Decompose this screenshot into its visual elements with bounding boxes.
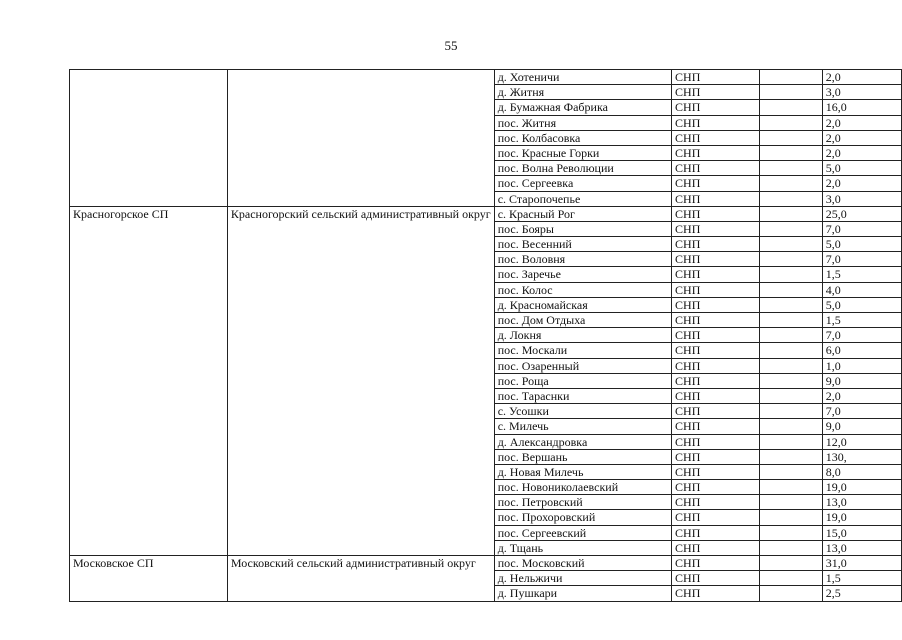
settlement-cell: пос. Новониколаевский: [494, 480, 671, 495]
settlement-cell: д. Житня: [494, 85, 671, 100]
type-cell: СНП: [672, 100, 760, 115]
value-cell: 31,0: [822, 556, 901, 571]
value-cell: 2,0: [822, 70, 901, 85]
type-cell: СНП: [672, 586, 760, 601]
empty-cell: [759, 206, 822, 221]
district-cell: [227, 206, 494, 555]
municipality-cell: [70, 70, 228, 207]
empty-cell: [759, 85, 822, 100]
type-cell: СНП: [672, 449, 760, 464]
type-cell: СНП: [672, 221, 760, 236]
municipality-cell: Московское СП: [70, 556, 228, 602]
district-cell: [227, 556, 494, 602]
empty-cell: [759, 495, 822, 510]
settlement-cell: с. Милечь: [494, 419, 671, 434]
table-row: [70, 70, 902, 85]
settlement-cell: пос. Колбасовка: [494, 130, 671, 145]
empty-cell: [759, 358, 822, 373]
empty-cell: [759, 328, 822, 343]
empty-cell: [759, 525, 822, 540]
settlement-cell: пос. Роща: [494, 373, 671, 388]
empty-cell: [759, 540, 822, 555]
type-cell: СНП: [672, 495, 760, 510]
empty-cell: [759, 388, 822, 403]
empty-cell: [759, 70, 822, 85]
type-cell: СНП: [672, 267, 760, 282]
value-cell: 6,0: [822, 343, 901, 358]
empty-cell: [759, 464, 822, 479]
settlement-cell: д. Александровка: [494, 434, 671, 449]
type-cell: СНП: [672, 388, 760, 403]
empty-cell: [759, 252, 822, 267]
value-cell: 15,0: [822, 525, 901, 540]
settlement-cell: пос. Житня: [494, 115, 671, 130]
type-cell: СНП: [672, 419, 760, 434]
empty-cell: [759, 282, 822, 297]
type-cell: СНП: [672, 85, 760, 100]
empty-cell: [759, 510, 822, 525]
type-cell: СНП: [672, 358, 760, 373]
settlement-cell: с. Старопочепье: [494, 191, 671, 206]
type-cell: СНП: [672, 161, 760, 176]
settlement-cell: пос. Колос: [494, 282, 671, 297]
type-cell: СНП: [672, 115, 760, 130]
settlement-cell: пос. Московский: [494, 556, 671, 571]
settlement-cell: пос. Прохоровский: [494, 510, 671, 525]
empty-cell: [759, 237, 822, 252]
type-cell: СНП: [672, 510, 760, 525]
page-number: 55: [444, 38, 458, 53]
type-cell: СНП: [672, 480, 760, 495]
settlement-cell: пос. Сергеевка: [494, 176, 671, 191]
value-cell: 8,0: [822, 464, 901, 479]
empty-cell: [759, 419, 822, 434]
settlement-cell: пос. Дом Отдыха: [494, 313, 671, 328]
settlement-cell: пос. Сергеевский: [494, 525, 671, 540]
type-cell: СНП: [672, 206, 760, 221]
settlement-cell: пос. Весенний: [494, 237, 671, 252]
value-cell: 130,: [822, 449, 901, 464]
empty-cell: [759, 161, 822, 176]
value-cell: 13,0: [822, 540, 901, 555]
value-cell: 3,0: [822, 191, 901, 206]
value-cell: 25,0: [822, 206, 901, 221]
table-row: [70, 206, 902, 221]
settlement-cell: д. Локня: [494, 328, 671, 343]
district-text: Красногорский сельский административный округ: [230, 206, 491, 221]
value-cell: 2,0: [822, 388, 901, 403]
settlement-cell: пос. Волна Революции: [494, 161, 671, 176]
value-cell: 2,0: [822, 115, 901, 130]
type-cell: СНП: [672, 237, 760, 252]
settlement-cell: д. Пушкари: [494, 586, 671, 601]
value-cell: 1,5: [822, 571, 901, 586]
type-cell: СНП: [672, 556, 760, 571]
empty-cell: [759, 145, 822, 160]
settlements-table-body: [70, 70, 902, 602]
value-cell: 1,0: [822, 358, 901, 373]
settlement-cell: д. Новая Милечь: [494, 464, 671, 479]
empty-cell: [759, 373, 822, 388]
type-cell: СНП: [672, 373, 760, 388]
empty-cell: [759, 571, 822, 586]
settlement-cell: пос. Красные Горки: [494, 145, 671, 160]
value-cell: 1,5: [822, 267, 901, 282]
value-cell: 16,0: [822, 100, 901, 115]
empty-cell: [759, 176, 822, 191]
empty-cell: [759, 115, 822, 130]
value-cell: 19,0: [822, 480, 901, 495]
empty-cell: [759, 100, 822, 115]
settlement-cell: с. Красный Рог: [494, 206, 671, 221]
empty-cell: [759, 404, 822, 419]
value-cell: 7,0: [822, 221, 901, 236]
settlement-cell: д. Нельжичи: [494, 571, 671, 586]
settlement-cell: д. Красномайская: [494, 297, 671, 312]
type-cell: СНП: [672, 252, 760, 267]
type-cell: СНП: [672, 525, 760, 540]
empty-cell: [759, 343, 822, 358]
value-cell: 4,0: [822, 282, 901, 297]
district-text: Московский сельский административный округ: [230, 556, 476, 570]
type-cell: СНП: [672, 191, 760, 206]
empty-cell: [759, 449, 822, 464]
empty-cell: [759, 434, 822, 449]
empty-cell: [759, 297, 822, 312]
settlement-cell: с. Усошки: [494, 404, 671, 419]
value-cell: 19,0: [822, 510, 901, 525]
value-cell: 13,0: [822, 495, 901, 510]
value-cell: 2,0: [822, 130, 901, 145]
settlement-cell: пос. Москали: [494, 343, 671, 358]
type-cell: СНП: [672, 70, 760, 85]
type-cell: СНП: [672, 145, 760, 160]
settlement-cell: пос. Озаренный: [494, 358, 671, 373]
value-cell: 2,0: [822, 145, 901, 160]
type-cell: СНП: [672, 434, 760, 449]
settlement-cell: пос. Воловня: [494, 252, 671, 267]
empty-cell: [759, 191, 822, 206]
table-row: [70, 556, 902, 571]
settlement-cell: д. Тщань: [494, 540, 671, 555]
settlement-cell: д. Бумажная Фабрика: [494, 100, 671, 115]
type-cell: СНП: [672, 282, 760, 297]
settlement-cell: пос. Тараснки: [494, 388, 671, 403]
settlement-cell: пос. Заречье: [494, 267, 671, 282]
empty-cell: [759, 221, 822, 236]
settlement-cell: пос. Петровский: [494, 495, 671, 510]
type-cell: СНП: [672, 540, 760, 555]
municipality-cell: Красногорское СП: [70, 206, 228, 555]
empty-cell: [759, 556, 822, 571]
value-cell: 2,0: [822, 176, 901, 191]
value-cell: 5,0: [822, 237, 901, 252]
empty-cell: [759, 586, 822, 601]
value-cell: 7,0: [822, 404, 901, 419]
settlement-cell: пос. Бояры: [494, 221, 671, 236]
value-cell: 2,5: [822, 586, 901, 601]
settlement-cell: пос. Вершань: [494, 449, 671, 464]
settlements-table: [69, 69, 902, 602]
value-cell: 7,0: [822, 328, 901, 343]
value-cell: 1,5: [822, 313, 901, 328]
empty-cell: [759, 130, 822, 145]
type-cell: СНП: [672, 313, 760, 328]
empty-cell: [759, 313, 822, 328]
settlement-cell: д. Хотеничи: [494, 70, 671, 85]
value-cell: 7,0: [822, 252, 901, 267]
type-cell: СНП: [672, 343, 760, 358]
type-cell: СНП: [672, 571, 760, 586]
value-cell: 5,0: [822, 297, 901, 312]
type-cell: СНП: [672, 297, 760, 312]
value-cell: 5,0: [822, 161, 901, 176]
value-cell: 12,0: [822, 434, 901, 449]
type-cell: СНП: [672, 130, 760, 145]
value-cell: 9,0: [822, 373, 901, 388]
empty-cell: [759, 480, 822, 495]
type-cell: СНП: [672, 328, 760, 343]
type-cell: СНП: [672, 464, 760, 479]
value-cell: 3,0: [822, 85, 901, 100]
type-cell: СНП: [672, 176, 760, 191]
type-cell: СНП: [672, 404, 760, 419]
district-cell: [227, 70, 494, 207]
empty-cell: [759, 267, 822, 282]
value-cell: 9,0: [822, 419, 901, 434]
